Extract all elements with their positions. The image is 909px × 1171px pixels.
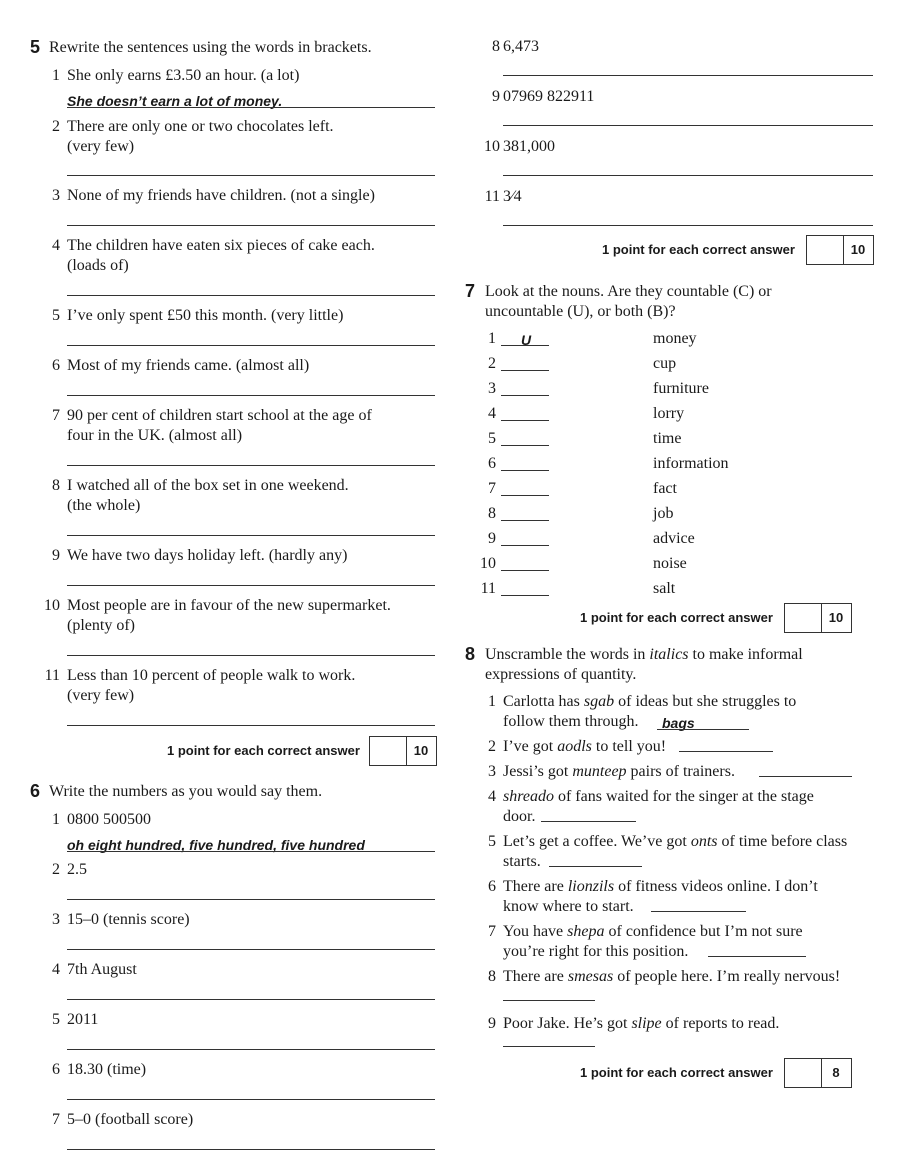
instruction-italic: italics: [649, 646, 689, 663]
item-prompt: The children have eaten six pieces of cake each.: [67, 237, 375, 254]
item-number: 10: [484, 138, 500, 155]
scrambled-word: shepa: [567, 923, 605, 940]
section-7-instruction-cont: uncountable (U), or both (B)?: [485, 303, 676, 320]
item-number: 8: [52, 477, 60, 494]
item-prompt: Most of my friends came. (almost all): [67, 357, 310, 374]
item-number: 4: [52, 237, 60, 254]
answer-line[interactable]: [67, 225, 435, 226]
item-prompt: 6,473: [503, 38, 539, 55]
item-number: 2: [52, 861, 60, 878]
item-prompt: 0800 500500: [67, 811, 151, 828]
score-box: [806, 235, 874, 265]
item-number: 6: [52, 1061, 60, 1078]
score-total: 10: [850, 242, 866, 257]
item-prompt-cont: (very few): [67, 687, 135, 704]
item-prompt: None of my friends have children. (not a single): [67, 187, 375, 204]
answer-line[interactable]: [708, 956, 806, 957]
prompt-text: Carlotta has: [503, 693, 584, 710]
answer-line[interactable]: [67, 585, 435, 586]
item-number: 11: [484, 188, 500, 205]
item-number: 2: [488, 738, 496, 755]
answer-line[interactable]: [501, 595, 549, 596]
scrambled-word: smesas: [567, 968, 614, 985]
section-8-instruction: [485, 645, 803, 665]
instruction-text: Unscramble the words in: [485, 646, 650, 663]
noun-label: furniture: [653, 380, 709, 397]
item-number: 6: [488, 455, 496, 472]
scrambled-word: aodls: [557, 738, 592, 755]
item-number: 1: [488, 693, 496, 710]
answer-line[interactable]: [501, 570, 549, 571]
noun-label: advice: [653, 530, 695, 547]
points-label: 1 point for each correct answer: [580, 1065, 773, 1080]
score-total: 10: [828, 610, 844, 625]
section-7-number: 7: [465, 281, 476, 301]
item-number: 5: [52, 307, 60, 324]
answer-line[interactable]: [501, 545, 549, 546]
item-number: 1: [52, 67, 60, 84]
answer-line[interactable]: [503, 225, 873, 226]
item-prompt: 7th August: [67, 961, 137, 978]
score-entry[interactable]: [785, 604, 822, 632]
item-prompt: [503, 877, 818, 897]
answer-line[interactable]: [67, 535, 435, 536]
score-entry[interactable]: [785, 1059, 822, 1087]
answer-line[interactable]: [501, 470, 549, 471]
prompt-text: There are: [503, 968, 568, 985]
answer-line[interactable]: [501, 370, 549, 371]
scrambled-word: munteep: [572, 763, 627, 780]
answer-line[interactable]: [67, 395, 435, 396]
item-number: 7: [52, 407, 60, 424]
item-number: 3: [488, 763, 496, 780]
prompt-text: Jessi’s got: [503, 763, 573, 780]
item-number: 4: [488, 405, 496, 422]
item-number: 5: [488, 430, 496, 447]
prompt-text: to tell you!: [591, 738, 667, 755]
item-number: 2: [52, 118, 60, 135]
points-label: 1 point for each correct answer: [602, 242, 795, 257]
answer-line[interactable]: [503, 75, 873, 76]
item-number: 11: [480, 580, 496, 597]
example-answer: bags: [662, 715, 695, 731]
item-prompt: There are only one or two chocolates left.: [67, 118, 334, 135]
answer-line[interactable]: [503, 1046, 595, 1047]
answer-line[interactable]: [541, 821, 636, 822]
item-prompt-cont: (plenty of): [67, 617, 135, 634]
item-prompt-cont: (very few): [67, 138, 135, 155]
answer-line[interactable]: [67, 899, 435, 900]
item-number: 7: [52, 1111, 60, 1128]
item-prompt: [503, 1014, 779, 1034]
item-prompt: I’ve only spent £50 this month. (very little): [67, 307, 344, 324]
answer-line[interactable]: [67, 1049, 435, 1050]
answer-line[interactable]: [549, 866, 642, 867]
item-number: 4: [52, 961, 60, 978]
scrambled-word: sgab: [583, 693, 615, 710]
answer-line[interactable]: [67, 345, 435, 346]
item-number: 6: [488, 878, 496, 895]
noun-label: job: [653, 505, 674, 522]
noun-label: salt: [653, 580, 676, 597]
section-6-instruction: Write the numbers as you would say them.: [49, 783, 323, 800]
noun-label: noise: [653, 555, 687, 572]
example-answer: She doesn’t earn a lot of money.: [67, 93, 283, 109]
score-entry[interactable]: [807, 236, 844, 264]
example-answer: oh eight hundred, five hundred, five hundred: [67, 837, 365, 853]
prompt-text: of fans waited for the singer at the stage: [553, 788, 814, 805]
answer-line[interactable]: [67, 107, 435, 108]
item-prompt-cont: four in the UK. (almost all): [67, 427, 243, 444]
noun-label: lorry: [653, 405, 685, 422]
scrambled-word: onts: [690, 833, 718, 850]
answer-line[interactable]: [503, 125, 873, 126]
item-number: 1: [488, 330, 496, 347]
prompt-text: of fitness videos online. I don’t: [614, 878, 818, 895]
answer-line[interactable]: [67, 851, 435, 852]
score-box: [784, 603, 852, 633]
points-label: 1 point for each correct answer: [580, 610, 773, 625]
item-prompt: We have two days holiday left. (hardly any): [67, 547, 348, 564]
item-prompt: [503, 762, 735, 782]
item-number: 8: [488, 968, 496, 985]
item-number: 4: [488, 788, 496, 805]
item-number: 11: [44, 667, 60, 684]
item-prompt: 2011: [67, 1011, 99, 1028]
item-number: 3: [488, 380, 496, 397]
answer-line[interactable]: [67, 655, 435, 656]
item-prompt: 15–0 (tennis score): [67, 911, 190, 928]
item-number: 9: [492, 88, 500, 105]
score-total: 10: [413, 743, 429, 758]
answer-line[interactable]: [503, 175, 873, 176]
item-prompt: 90 per cent of children start school at the age of: [67, 407, 372, 424]
item-number: 5: [52, 1011, 60, 1028]
item-prompt: Less than 10 percent of people walk to work.: [67, 667, 356, 684]
item-number: 10: [44, 597, 60, 614]
answer-line[interactable]: [67, 1099, 435, 1100]
answer-line[interactable]: [67, 949, 435, 950]
noun-label: fact: [653, 480, 677, 497]
item-prompt-cont: (the whole): [67, 497, 141, 514]
item-prompt: 07969 822911: [503, 88, 595, 105]
prompt-text: Let’s get a coffee. We’ve got: [503, 833, 691, 850]
item-number: 5: [488, 833, 496, 850]
score-box: [784, 1058, 852, 1088]
instruction-text: to make informal: [688, 646, 803, 663]
item-number: 8: [488, 505, 496, 522]
item-number: 2: [488, 355, 496, 372]
answer-line[interactable]: [679, 751, 773, 752]
score-box: [369, 736, 437, 766]
section-8-number: 8: [465, 644, 476, 664]
section-7-instruction: Look at the nouns. Are they countable (C) or: [485, 283, 772, 300]
item-prompt-cont: follow them through.: [503, 713, 639, 730]
item-number: 9: [52, 547, 60, 564]
prompt-text: pairs of trainers.: [626, 763, 735, 780]
prompt-text: of reports to read.: [661, 1015, 780, 1032]
prompt-text: of ideas but she struggles to: [614, 693, 797, 710]
item-prompt: She only earns £3.50 an hour. (a lot): [67, 67, 300, 84]
item-prompt: [503, 967, 840, 987]
item-number: 9: [488, 1015, 496, 1032]
item-prompt: 2.5: [67, 861, 87, 878]
item-prompt: [503, 737, 666, 757]
item-prompt-cont: door.: [503, 808, 536, 825]
scrambled-word: lionzils: [567, 878, 615, 895]
section-5-instruction: Rewrite the sentences using the words in brackets.: [49, 39, 372, 56]
prompt-text: There are: [503, 878, 568, 895]
noun-label: time: [653, 430, 682, 447]
example-answer: U: [521, 332, 532, 348]
answer-line[interactable]: [67, 175, 435, 176]
answer-line[interactable]: [657, 729, 749, 730]
answer-line[interactable]: [503, 1000, 595, 1001]
answer-line[interactable]: [651, 911, 746, 912]
score-total: 8: [832, 1065, 840, 1080]
prompt-text: of time before class: [717, 833, 848, 850]
section-8-instruction-cont: expressions of quantity.: [485, 666, 637, 683]
item-prompt-cont: (loads of): [67, 257, 129, 274]
item-prompt: 18.30 (time): [67, 1061, 147, 1078]
item-prompt: [503, 787, 814, 807]
item-prompt-cont: starts.: [503, 853, 541, 870]
item-number: 8: [492, 38, 500, 55]
item-prompt: 3⁄4: [503, 188, 522, 205]
item-number: 7: [488, 480, 496, 497]
item-prompt: Most people are in favour of the new supermarket.: [67, 597, 391, 614]
answer-line[interactable]: [501, 420, 549, 421]
item-number: 1: [52, 811, 60, 828]
answer-line[interactable]: [501, 495, 549, 496]
noun-label: money: [653, 330, 697, 347]
answer-line[interactable]: [501, 520, 549, 521]
answer-line[interactable]: [501, 395, 549, 396]
noun-label: cup: [653, 355, 677, 372]
item-number: 9: [488, 530, 496, 547]
points-label: 1 point for each correct answer: [167, 743, 360, 758]
answer-line[interactable]: [501, 445, 549, 446]
score-entry[interactable]: [370, 737, 407, 765]
item-number: 6: [52, 357, 60, 374]
prompt-text: I’ve got: [503, 738, 558, 755]
item-number: 7: [488, 923, 496, 940]
item-prompt: [503, 832, 847, 852]
prompt-text: Poor Jake. He’s got: [503, 1015, 632, 1032]
answer-line[interactable]: [67, 465, 435, 466]
answer-line[interactable]: [67, 1149, 435, 1150]
answer-line[interactable]: [67, 725, 435, 726]
item-prompt: [503, 922, 803, 942]
noun-label: information: [653, 455, 729, 472]
item-number: 3: [52, 187, 60, 204]
section-5-number: 5: [30, 37, 41, 57]
prompt-text: of confidence but I’m not sure: [604, 923, 803, 940]
item-prompt-cont: know where to start.: [503, 898, 634, 915]
scrambled-word: slipe: [631, 1015, 662, 1032]
scrambled-word: shreado: [503, 788, 554, 805]
answer-line[interactable]: [67, 295, 435, 296]
item-prompt: 5–0 (football score): [67, 1111, 194, 1128]
item-prompt-cont: you’re right for this position.: [503, 943, 689, 960]
prompt-text: of people here. I’m really nervous!: [613, 968, 841, 985]
answer-line[interactable]: [759, 776, 852, 777]
section-6-number: 6: [30, 781, 41, 801]
item-number: 3: [52, 911, 60, 928]
item-number: 10: [480, 555, 496, 572]
answer-line[interactable]: [67, 999, 435, 1000]
item-prompt: 381,000: [503, 138, 555, 155]
prompt-text: You have: [503, 923, 568, 940]
item-prompt: I watched all of the box set in one weekend.: [67, 477, 349, 494]
item-prompt: [503, 692, 796, 712]
